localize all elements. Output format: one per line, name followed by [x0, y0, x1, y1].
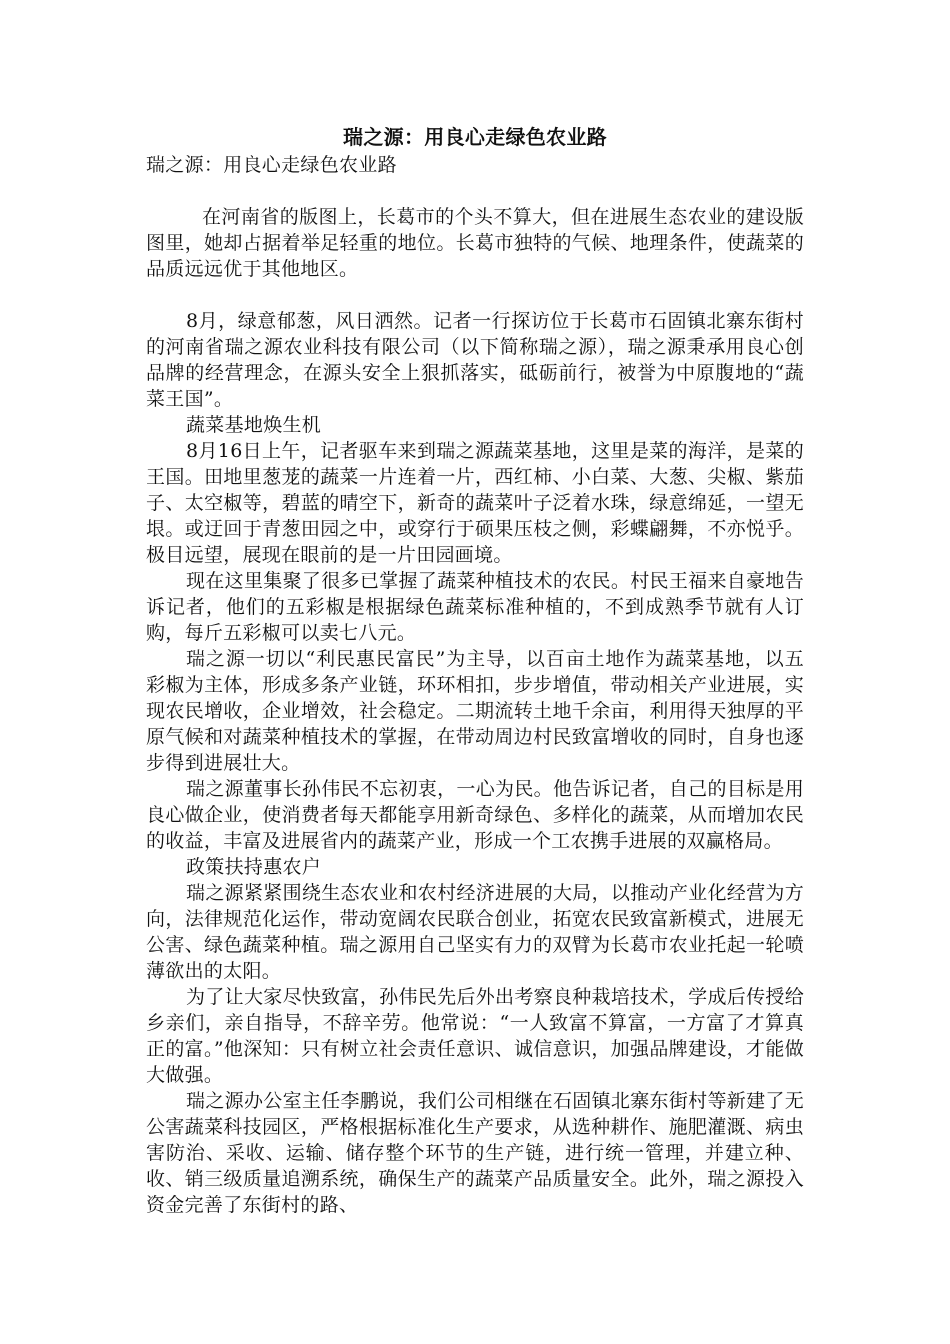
intro-paragraph: 在河南省的版图上，长葛市的个头不算大，但在进展生态农业的建设版图里，她却占据着举足轻重的地位。长葛市独特的气候、地理条件，使蔬菜的品质远远优于其他地区。 — [146, 206, 804, 280]
document-body — [146, 122, 804, 1218]
paragraph: 瑞之源办公室主任李鹏说，我们公司相继在石固镇北寨东街村等新建了无公害蔬菜科技园区，严格根据标准化生产要求，从选种耕作、施肥灌溉、病虫害防治、采收、运输、储存整个环节的生产链，进行统一管理，并建立种、收、销三级质量追溯系统，确保生产的蔬菜产品质量安全。此外，瑞之源投入资金完善了东街村的路、 — [146, 1090, 804, 1216]
section-heading: 政策扶持惠农户 — [186, 856, 322, 878]
paragraph: 瑞之源紧紧围绕生态农业和农村经济进展的大局，以推动产业化经营为方向，法律规范化运作，带动宽阔农民联合创业，拓宽农民致富新模式，进展无公害、绿色蔬菜种植。瑞之源用自己坚实有力的双臂为长葛市农业托起一轮喷薄欲出的太阳。 — [146, 882, 804, 982]
paragraph: 现在这里集聚了很多已掌握了蔬菜种植技术的农民。村民王福来自豪地告诉记者，他们的五彩椒是根据绿色蔬菜标准种植的，不到成熟季节就有人订购，每斤五彩椒可以卖七八元。 — [146, 570, 804, 644]
blank-line — [146, 282, 804, 308]
blank-line — [146, 178, 804, 204]
paragraph: 8月16日上午，记者驱车来到瑞之源蔬菜基地，这里是菜的海洋，是菜的王国。田地里葱茏的蔬菜一片连着一片，西红柿、小白菜、大葱、尖椒、紫茄子、太空椒等，碧蓝的晴空下，新奇的蔬菜叶子泛着水珠，绿意绵延，一望无垠。或迂回于青葱田园之中，或穿行于硕果压枝之侧，彩蝶翩舞，不亦悦乎。极目远望，展现在眼前的是一片田园画境。 — [146, 440, 804, 566]
paragraph: 为了让大家尽快致富，孙伟民先后外出考察良种栽培技术，学成后传授给乡亲们，亲自指导，不辞辛劳。他常说：“一人致富不算富，一方富了才算真正的富。”他深知：只有树立社会责任意识、诚信意识，加强品牌建设，才能做大做强。 — [146, 986, 804, 1086]
document-title: 瑞之源：用良心走绿色农业路 — [343, 125, 607, 149]
document-subtitle: 瑞之源：用良心走绿色农业路 — [146, 154, 397, 176]
paragraph: 8月，绿意郁葱，风日洒然。记者一行探访位于长葛市石固镇北寨东街村的河南省瑞之源农业科技有限公司（以下简称瑞之源），瑞之源秉承用良心创品牌的经营理念，在源头安全上狠抓落实，砥砺前行，被誉为中原腹地的“蔬菜王国”。 — [146, 310, 804, 410]
paragraph: 瑞之源一切以“利民惠民富民”为主导，以百亩土地作为蔬菜基地，以五彩椒为主体，形成多条产业链，环环相扣，步步增值，带动相关产业进展，实现农民增收，企业增效，社会稳定。二期流转土地千余亩，利用得天独厚的平原气候和对蔬菜种植技术的掌握，在带动周边村民致富增收的同时，自身也逐步得到进展壮大。 — [146, 648, 804, 774]
section-heading: 蔬菜基地焕生机 — [186, 414, 322, 436]
paragraph: 瑞之源董事长孙伟民不忘初衷，一心为民。他告诉记者，自己的目标是用良心做企业，使消费者每天都能享用新奇绿色、多样化的蔬菜，从而增加农民的收益，丰富及进展省内的蔬菜产业，形成一个工农携手进展的双赢格局。 — [146, 778, 804, 852]
